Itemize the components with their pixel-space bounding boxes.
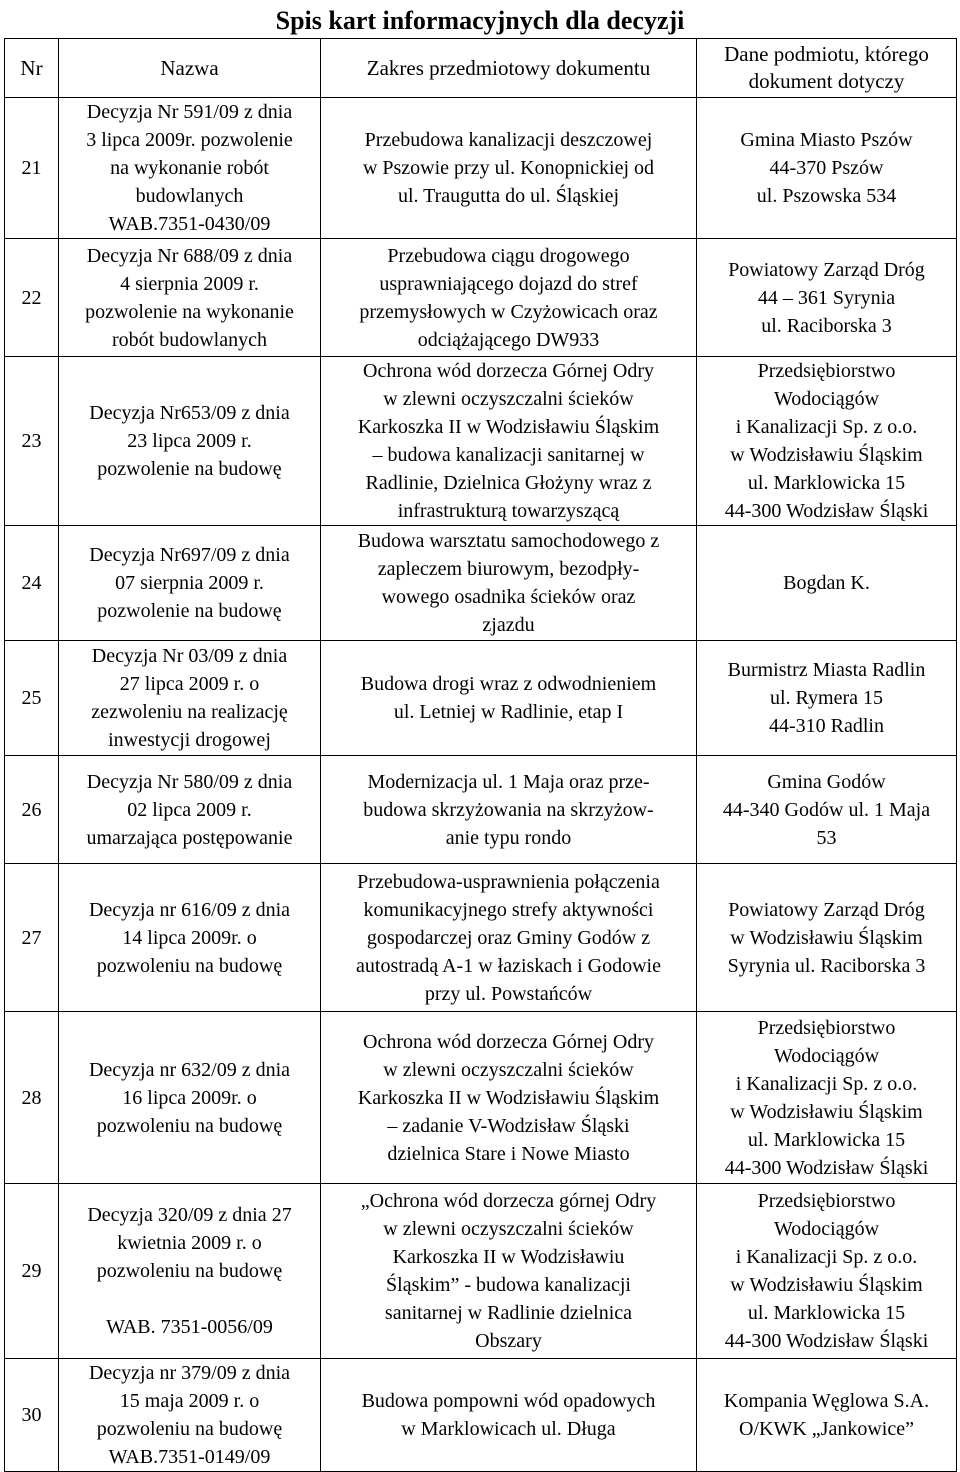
decision-entity: Przedsiębiorstwo Wodociągów i Kanalizacji Sp. z o.o. w Wodzisławiu Śląskim ul. Marklowicka 15 44-300 Wodzisław Śląski bbox=[697, 1184, 957, 1359]
header-nr: Nr bbox=[5, 39, 59, 98]
decision-scope: Budowa pompowni wód opadowych w Marklowicach ul. Długa bbox=[321, 1359, 697, 1472]
decision-entity: Przedsiębiorstwo Wodociągów i Kanalizacji Sp. z o.o. w Wodzisławiu Śląskim ul. Marklowicka 15 44-300 Wodzisław Śląski bbox=[697, 357, 957, 526]
decision-name: Decyzja Nr 688/09 z dnia 4 sierpnia 2009 r. pozwolenie na wykonanie robót budowlanych bbox=[59, 239, 321, 357]
row-number: 30 bbox=[5, 1359, 59, 1472]
decision-entity: Powiatowy Zarząd Dróg 44 – 361 Syrynia ul. Raciborska 3 bbox=[697, 239, 957, 357]
table-row bbox=[5, 1012, 957, 1184]
decision-scope: Budowa drogi wraz z odwodnieniem ul. Letniej w Radlinie, etap I bbox=[321, 641, 697, 756]
decision-name: Decyzja nr 379/09 z dnia 15 maja 2009 r. o pozwoleniu na budowę WAB.7351-0149/09 bbox=[59, 1359, 321, 1472]
decision-scope: Przebudowa-usprawnienia połączenia komunikacyjnego strefy aktywności gospodarczej oraz Gminy Godów z autostradą A-1 w łaziskach i Godowie przy ul. Powstańców bbox=[321, 864, 697, 1012]
decision-scope: „Ochrona wód dorzecza górnej Odry w zlewni oczyszczalni ścieków Karkoszka II w Wodzisławiu Śląskim” - budowa kanalizacji sanitarnej w Radlinie dzielnica Obszary bbox=[321, 1184, 697, 1359]
table-row bbox=[5, 756, 957, 864]
table-row bbox=[5, 641, 957, 756]
table-row bbox=[5, 1359, 957, 1472]
header-scope: Zakres przedmiotowy dokumentu bbox=[321, 39, 697, 98]
decision-name: Decyzja Nr 591/09 z dnia 3 lipca 2009r. pozwolenie na wykonanie robót budowlanych WAB.7351-0430/09 bbox=[59, 98, 321, 239]
row-number: 21 bbox=[5, 98, 59, 239]
table-row bbox=[5, 526, 957, 641]
decision-entity: Burmistrz Miasta Radlin ul. Rymera 15 44-310 Radlin bbox=[697, 641, 957, 756]
row-number: 29 bbox=[5, 1184, 59, 1359]
decision-scope: Przebudowa ciągu drogowego usprawniającego dojazd do stref przemysłowych w Czyżowicach oraz odciążającego DW933 bbox=[321, 239, 697, 357]
decision-name: Decyzja Nr 580/09 z dnia 02 lipca 2009 r. umarzająca postępowanie bbox=[59, 756, 321, 864]
decision-scope: Ochrona wód dorzecza Górnej Odry w zlewni oczyszczalni ścieków Karkoszka II w Wodzisławiu Śląskim – budowa kanalizacji sanitarnej w Radlinie, Dzielnica Głożyny wraz z infrastrukturą towarzyszącą bbox=[321, 357, 697, 526]
decision-entity: Kompania Węglowa S.A. O/KWK „Jankowice” bbox=[697, 1359, 957, 1472]
table-row bbox=[5, 864, 957, 1012]
decision-scope: Przebudowa kanalizacji deszczowej w Pszowie przy ul. Konopnickiej od ul. Traugutta do ul. Śląskiej bbox=[321, 98, 697, 239]
decisions-table bbox=[4, 38, 957, 1472]
decision-entity: Gmina Godów 44-340 Godów ul. 1 Maja 53 bbox=[697, 756, 957, 864]
row-number: 26 bbox=[5, 756, 59, 864]
header-name: Nazwa bbox=[59, 39, 321, 98]
row-number: 23 bbox=[5, 357, 59, 526]
decision-entity: Powiatowy Zarząd Dróg w Wodzisławiu Śląskim Syrynia ul. Raciborska 3 bbox=[697, 864, 957, 1012]
decision-name: Decyzja nr 616/09 z dnia 14 lipca 2009r. o pozwoleniu na budowę bbox=[59, 864, 321, 1012]
header-entity: Dane podmiotu, którego dokument dotyczy bbox=[697, 39, 957, 98]
decision-name: Decyzja Nr653/09 z dnia 23 lipca 2009 r. pozwolenie na budowę bbox=[59, 357, 321, 526]
table-row bbox=[5, 98, 957, 239]
row-number: 27 bbox=[5, 864, 59, 1012]
decision-entity: Bogdan K. bbox=[697, 526, 957, 641]
table-row bbox=[5, 1184, 957, 1359]
table-row bbox=[5, 357, 957, 526]
table-row bbox=[5, 239, 957, 357]
row-number: 24 bbox=[5, 526, 59, 641]
table-header-row bbox=[5, 39, 957, 98]
row-number: 28 bbox=[5, 1012, 59, 1184]
decision-scope: Budowa warsztatu samochodowego z zapleczem biurowym, bezodpły- wowego osadnika ścieków oraz zjazdu bbox=[321, 526, 697, 641]
decision-scope: Ochrona wód dorzecza Górnej Odry w zlewni oczyszczalni ścieków Karkoszka II w Wodzisławiu Śląskim – zadanie V-Wodzisław Śląski dzielnica Stare i Nowe Miasto bbox=[321, 1012, 697, 1184]
decision-entity: Gmina Miasto Pszów 44-370 Pszów ul. Pszowska 534 bbox=[697, 98, 957, 239]
row-number: 22 bbox=[5, 239, 59, 357]
row-number: 25 bbox=[5, 641, 59, 756]
decision-entity: Przedsiębiorstwo Wodociągów i Kanalizacji Sp. z o.o. w Wodzisławiu Śląskim ul. Marklowicka 15 44-300 Wodzisław Śląski bbox=[697, 1012, 957, 1184]
decision-name: Decyzja 320/09 z dnia 27 kwietnia 2009 r. o pozwoleniu na budowę WAB. 7351-0056/09 bbox=[59, 1184, 321, 1359]
decision-name: Decyzja nr 632/09 z dnia 16 lipca 2009r. o pozwoleniu na budowę bbox=[59, 1012, 321, 1184]
decision-name: Decyzja Nr697/09 z dnia 07 sierpnia 2009 r. pozwolenie na budowę bbox=[59, 526, 321, 641]
document-title: Spis kart informacyjnych dla decyzji bbox=[275, 6, 685, 35]
decision-scope: Modernizacja ul. 1 Maja oraz prze- budowa skrzyżowania na skrzyżow- anie typu rondo bbox=[321, 756, 697, 864]
decision-name: Decyzja Nr 03/09 z dnia 27 lipca 2009 r. o zezwoleniu na realizację inwestycji drogowej bbox=[59, 641, 321, 756]
